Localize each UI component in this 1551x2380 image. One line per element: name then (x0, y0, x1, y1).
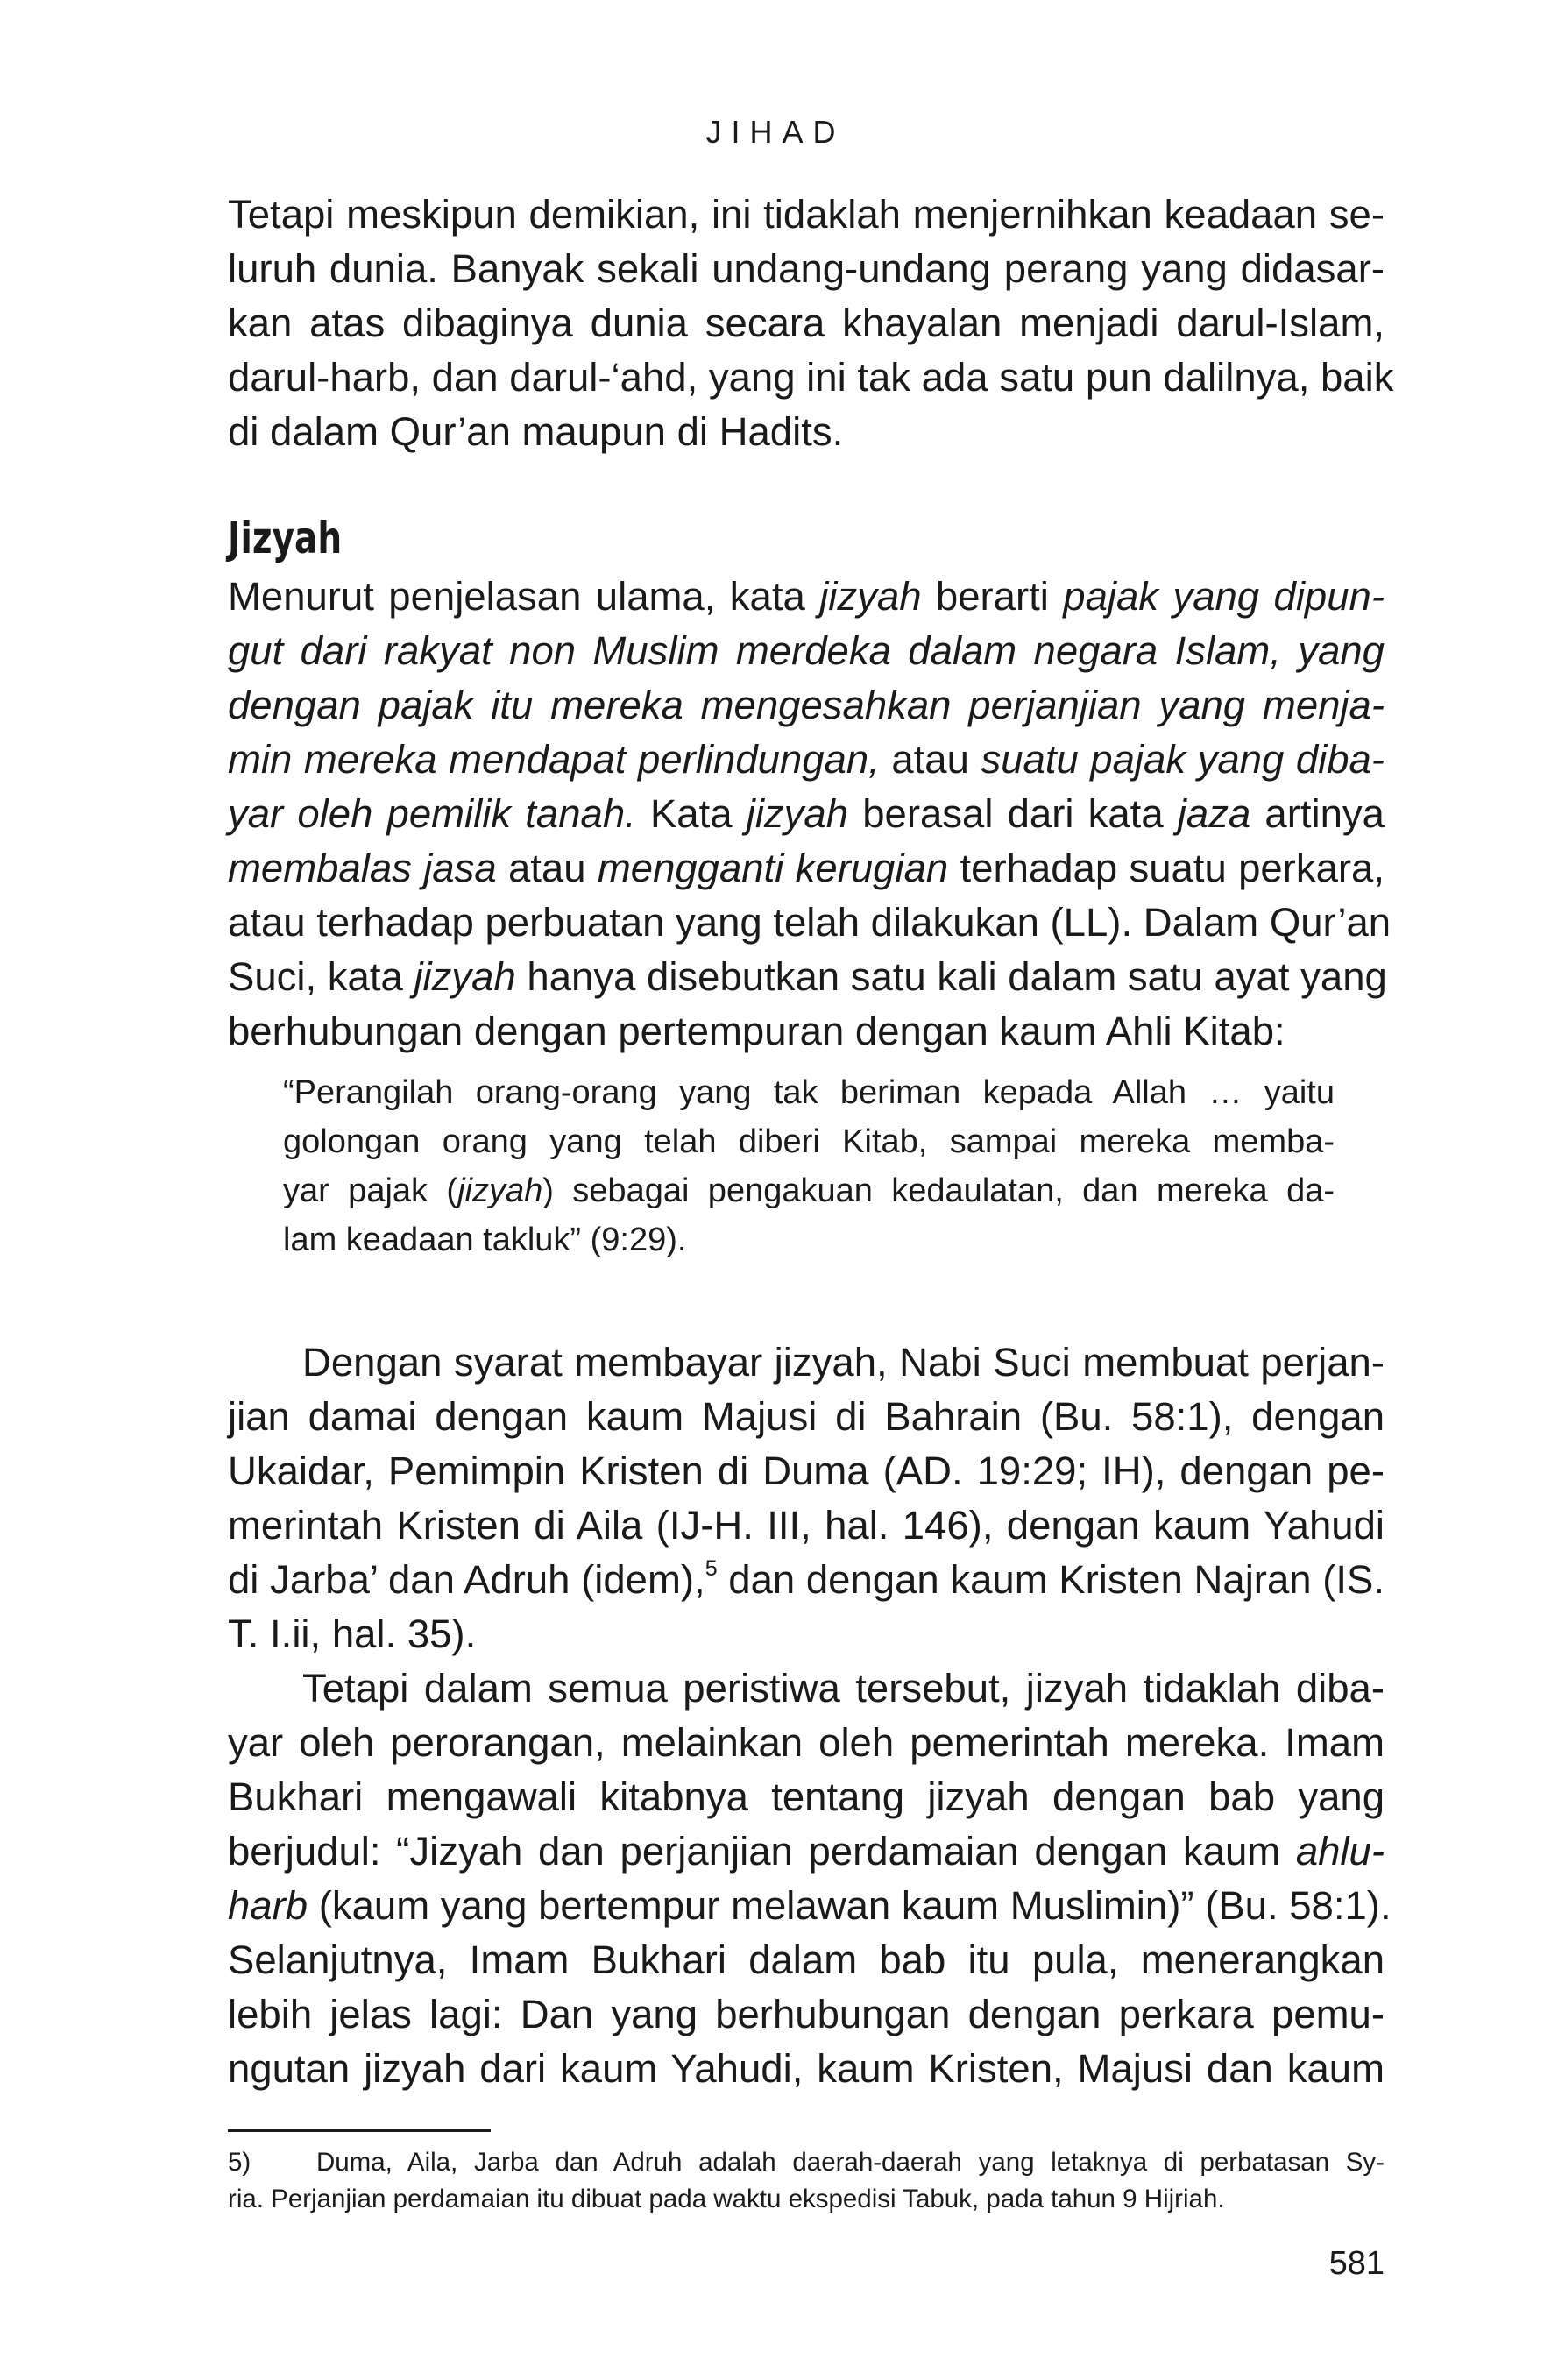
text-line: lebih jelas lagi: Dan yang berhubungan dengan perkara pemu- (228, 1992, 1385, 2036)
footnote-line: 5) Duma, Aila, Jarba dan Adruh adalah daerah-daerah yang letaknya di perbatasan Sy- (228, 2148, 1385, 2177)
footnote-marker: 5 (705, 1555, 718, 1581)
text-line: dengan pajak itu mereka mengesahkan perjanjian yang menja- (228, 683, 1385, 727)
text-line: Menurut penjelasan ulama, kata jizyah berarti pajak yang dipun- (228, 574, 1385, 619)
text-line: T. I.ii, hal. 35). (228, 1611, 477, 1656)
text-line: Dengan syarat membayar jizyah, Nabi Suci membuat perjan- (302, 1340, 1385, 1385)
text-line: merintah Kristen di Aila (IJ-H. III, hal. 146), dengan kaum Yahudi (228, 1503, 1385, 1548)
text-line: jian damai dengan kaum Majusi di Bahrain (Bu. 58:1), dengan (228, 1394, 1385, 1439)
text-line: di dalam Qur’an maupun di Hadits. (228, 409, 844, 454)
text-line: Bukhari mengawali kitabnya tentang jizyah dengan bab yang (228, 1774, 1385, 1819)
text-line: luruh dunia. Banyak sekali undang-undang perang yang didasar- (228, 246, 1385, 291)
footnote-rule (228, 2129, 491, 2132)
text-line: di Jarba’ dan Adruh (idem),$^5$ dan dengan kaum Kristen Najran (IS. (228, 1555, 1385, 1602)
text-line: Suci, kata jizyah hanya disebutkan satu kali dalam satu ayat yang (228, 954, 1387, 999)
text-line: atau terhadap perbuatan yang telah dilakukan (LL). Dalam Qur’an (228, 900, 1392, 945)
running-head: JIHAD (705, 114, 846, 150)
text-line: membalas jasa atau mengganti kerugian terhadap suatu perkara, (228, 846, 1385, 890)
text-line: Tetapi dalam semua peristiwa tersebut, jizyah tidaklah diba- (302, 1666, 1385, 1711)
text-line: ngutan jizyah dari kaum Yahudi, kaum Kristen, Majusi dan kaum (228, 2046, 1385, 2091)
text-line: berhubungan dengan pertempuran dengan kaum Ahli Kitab: (228, 1009, 1285, 1053)
footnote-line: ria. Perjanjian perdamaian itu dibuat pada waktu ekspedisi Tabuk, pada tahun 9 Hijriah. (228, 2185, 1225, 2214)
quote-line: lam keadaan takluk” (9:29). (283, 1222, 687, 1258)
text-line: yar oleh pemilik tanah. Kata jizyah berasal dari kata jaza artinya (228, 791, 1385, 836)
text-line: min mereka mendapat perlindungan, atau suatu pajak yang diba- (228, 737, 1385, 782)
quote-line: “Perangilah orang-orang yang tak beriman kepada Allah … yaitu (283, 1074, 1335, 1111)
quote-line: yar pajak (jizyah) sebagai pengakuan kedaulatan, dan mereka da- (283, 1172, 1335, 1209)
text-line: Selanjutnya, Imam Bukhari dalam bab itu pula, menerangkan (228, 1937, 1385, 1982)
text-line: darul-harb, dan darul-‘ahd, yang ini tak ada satu pun dalilnya, baik (228, 355, 1394, 400)
section-heading: Jizyah (228, 513, 343, 563)
text-line: kan atas dibaginya dunia secara khayalan menjadi darul-Islam, (228, 301, 1385, 345)
text-line: Ukaidar, Pemimpin Kristen di Duma (AD. 19:29; IH), dengan pe- (228, 1449, 1385, 1493)
quote-line: golongan orang yang telah diberi Kitab, sampai mereka memba- (283, 1123, 1335, 1160)
text-line: yar oleh perorangan, melainkan oleh pemerintah mereka. Imam (228, 1720, 1385, 1765)
text-line: berjudul: “Jizyah dan perjanjian perdamaian dengan kaum ahlu- (228, 1829, 1385, 1874)
page-number: 581 (1328, 2245, 1385, 2282)
text-line: harb (kaum yang bertempur melawan kaum Muslimin)” (Bu. 58:1). (228, 1883, 1392, 1928)
text-line: Tetapi meskipun demikian, ini tidaklah menjernihkan keadaan se- (228, 192, 1385, 237)
text-line: gut dari rakyat non Muslim merdeka dalam negara Islam, yang (228, 628, 1385, 673)
